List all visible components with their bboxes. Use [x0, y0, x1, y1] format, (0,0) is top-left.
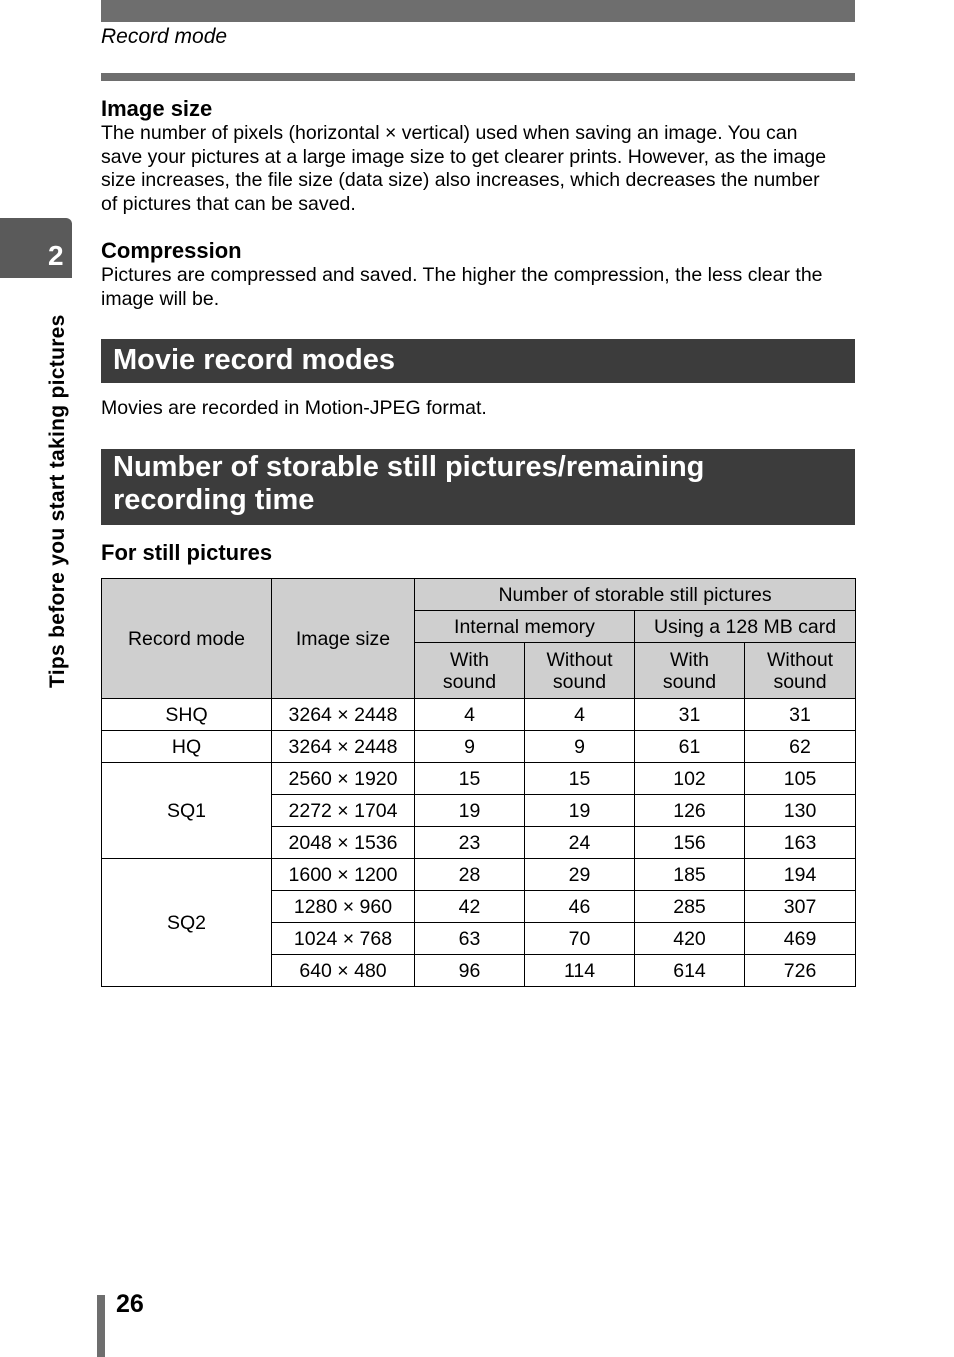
title-line: Number of storable still pictures/remaining — [113, 451, 705, 483]
text-line: Pictures are compressed and saved. The higher the compression, the less clear the — [101, 264, 823, 286]
value-cell: 9 — [525, 731, 635, 763]
page-number: 26 — [116, 1290, 144, 1318]
image-size-cell: 1280 × 960 — [272, 891, 415, 923]
chapter-title-vertical: Tips before you start taking pictures — [46, 314, 69, 688]
value-cell: 194 — [745, 859, 856, 891]
header-with-sound: With sound — [415, 643, 525, 699]
image-size-cell: 640 × 480 — [272, 955, 415, 987]
value-cell: 29 — [525, 859, 635, 891]
still-pictures-heading: For still pictures — [101, 540, 273, 565]
record-mode-cell: HQ — [102, 731, 272, 763]
image-size-cell: 1024 × 768 — [272, 923, 415, 955]
image-size-cell: 1600 × 1200 — [272, 859, 415, 891]
movie-section-title: Movie record modes — [101, 339, 855, 383]
value-cell: 420 — [635, 923, 745, 955]
table-row — [102, 731, 856, 763]
header-storable: Number of storable still pictures — [415, 579, 856, 611]
header-record-mode: Record mode — [102, 579, 272, 699]
value-cell: 9 — [415, 731, 525, 763]
image-size-cell: 3264 × 2448 — [272, 731, 415, 763]
header-bar — [101, 0, 855, 22]
image-size-cell: 3264 × 2448 — [272, 699, 415, 731]
header-image-size: Image size — [272, 579, 415, 699]
value-cell: 4 — [525, 699, 635, 731]
value-cell: 102 — [635, 763, 745, 795]
value-cell: 42 — [415, 891, 525, 923]
value-cell: 4 — [415, 699, 525, 731]
value-cell: 62 — [745, 731, 856, 763]
value-cell: 15 — [525, 763, 635, 795]
value-cell: 96 — [415, 955, 525, 987]
value-cell: 24 — [525, 827, 635, 859]
value-cell: 61 — [635, 731, 745, 763]
compression-paragraph — [101, 264, 855, 311]
header-without-sound: Without sound — [525, 643, 635, 699]
value-cell: 163 — [745, 827, 856, 859]
header-card: Using a 128 MB card — [635, 611, 856, 643]
table-row — [102, 699, 856, 731]
value-cell: 19 — [525, 795, 635, 827]
image-size-heading: Image size — [101, 96, 213, 121]
value-cell: 31 — [745, 699, 856, 731]
record-mode-cell: SHQ — [102, 699, 272, 731]
value-cell: 105 — [745, 763, 856, 795]
table-row — [102, 763, 856, 795]
value-cell: 19 — [415, 795, 525, 827]
image-size-cell: 2048 × 1536 — [272, 827, 415, 859]
image-size-cell: 2272 × 1704 — [272, 795, 415, 827]
value-cell: 130 — [745, 795, 856, 827]
header-without-sound: Without sound — [745, 643, 856, 699]
value-cell: 31 — [635, 699, 745, 731]
image-size-cell: 2560 × 1920 — [272, 763, 415, 795]
value-cell: 614 — [635, 955, 745, 987]
text-line: image will be. — [101, 287, 220, 310]
record-mode-cell: SQ1 — [102, 763, 272, 859]
title-line: recording time — [113, 484, 315, 516]
value-cell: 726 — [745, 955, 856, 987]
value-cell: 28 — [415, 859, 525, 891]
value-cell: 46 — [525, 891, 635, 923]
movie-paragraph: Movies are recorded in Motion-JPEG format. — [101, 397, 487, 419]
value-cell: 23 — [415, 827, 525, 859]
value-cell: 469 — [745, 923, 856, 955]
value-cell: 70 — [525, 923, 635, 955]
value-cell: 114 — [525, 955, 635, 987]
header-internal-memory: Internal memory — [415, 611, 635, 643]
table-row — [102, 859, 856, 891]
record-mode-cell: SQ2 — [102, 859, 272, 987]
compression-heading: Compression — [101, 238, 242, 263]
value-cell: 156 — [635, 827, 745, 859]
header-rule — [101, 73, 855, 81]
footer-bar — [97, 1295, 105, 1357]
value-cell: 285 — [635, 891, 745, 923]
text-line: size increases, the file size (data size) also increases, which decreases the number — [101, 169, 820, 191]
value-cell: 307 — [745, 891, 856, 923]
image-size-paragraph — [101, 122, 855, 216]
text-line: of pictures that can be saved. — [101, 192, 356, 215]
value-cell: 185 — [635, 859, 745, 891]
header-with-sound: With sound — [635, 643, 745, 699]
value-cell: 15 — [415, 763, 525, 795]
storable-pictures-table — [101, 578, 856, 987]
value-cell: 63 — [415, 923, 525, 955]
section-label: Record mode — [101, 25, 228, 48]
text-line: The number of pixels (horizontal × vertical) used when saving an image. You can — [101, 122, 798, 144]
chapter-number: 2 — [48, 240, 64, 271]
value-cell: 126 — [635, 795, 745, 827]
text-line: save your pictures at a large image size to get clearer prints. However, as the image — [101, 145, 827, 168]
storable-section-title — [101, 449, 855, 525]
